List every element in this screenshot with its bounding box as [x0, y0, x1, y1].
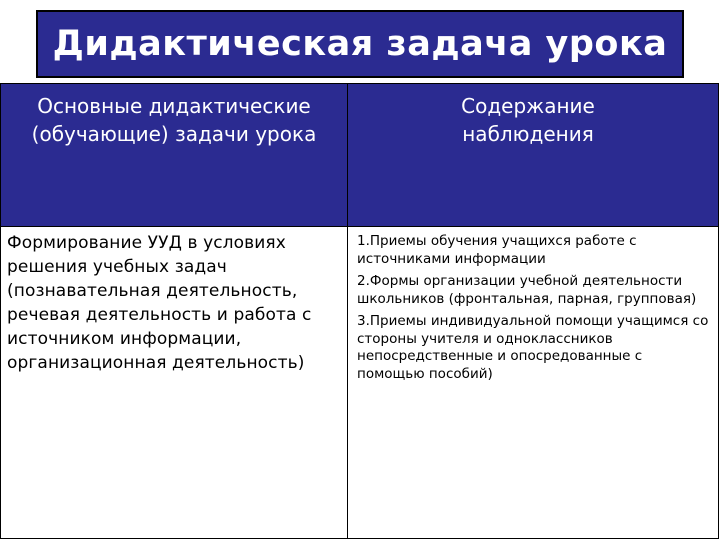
column-divider	[347, 84, 348, 538]
cell-didactic-task: Формирование УУД в условиях решения учебных задач (познавательная деятельность, речевая деятельность и работа с источником информации, организационная деятельность)	[7, 233, 312, 373]
observation-table	[0, 83, 719, 539]
page-title: Дидактическая задача урока	[52, 24, 668, 64]
header-didactic-tasks: Основные дидактические (обучающие) задачи урока	[31, 94, 317, 146]
list-item: 1.Приемы обучения учащихся работе с источниками информации	[357, 233, 637, 267]
list-item: 3.Приемы индивидуальной помощи учащимся со стороны учителя и одноклассников непосредственные и опосредованные с помощью пособий)	[357, 313, 709, 382]
row-divider	[1, 226, 718, 227]
cell-observation-list	[357, 233, 709, 388]
list-item: 2.Формы организации учебной деятельности школьников (фронтальная, парная, групповая)	[357, 273, 697, 307]
title-banner	[36, 10, 684, 78]
header-observation-content: Содержание наблюдения	[461, 94, 595, 146]
